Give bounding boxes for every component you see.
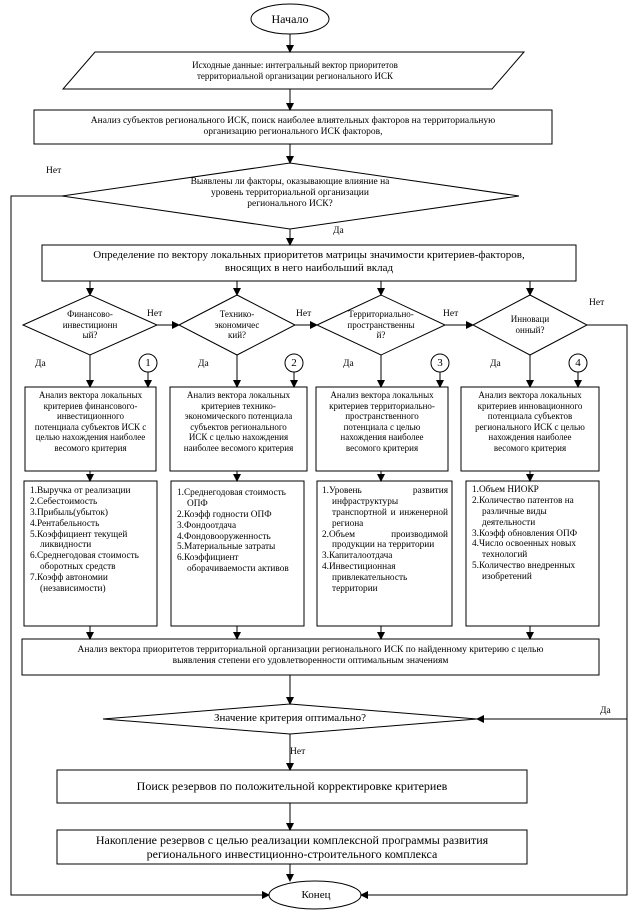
branch-analysis-4-line-5: нахождения наиболее (488, 432, 572, 443)
branch-analysis-2-line-4: субъектов регионального (190, 421, 287, 432)
accumulate-line-2: регионального инвестиционно-строительного комплекса (146, 847, 438, 862)
decision-optimal-text: Значение критерия оптимально? (214, 712, 366, 724)
criteria-3-item-1: 1.Уровень развития инфраструктуры транспортной и инженерной региона (322, 486, 448, 529)
criteria-4-item-4: 4.Число освоенных новых технологий (472, 539, 577, 561)
branch-analysis-3-line-3: пространственного (345, 411, 419, 422)
branch-analysis-1-line-3: инвестиционного (56, 411, 125, 422)
yes-label-branch-3: Да (343, 359, 354, 369)
branch-analysis-3-line-4: потенциала с целью (343, 421, 421, 432)
branch-analysis-4-line-1: Анализ вектора локальных (478, 390, 582, 400)
branch-question-3-line-2: пространственны (347, 319, 415, 330)
branch-analysis-1-line-1: Анализ вектора локальных (38, 390, 143, 400)
branch-question-1-line-2: инвестиционн (62, 319, 118, 330)
criteria-4-item-3: 3.Коэфф обновления ОПФ (472, 528, 578, 539)
matrix-step-text (46, 249, 572, 275)
yes-label-branch-2: Да (198, 359, 209, 369)
search-reserves-text: Поиск резервов по положительной корректировке критериев (136, 779, 448, 793)
branch-analysis-2-line-3: экономического потенциала (184, 411, 293, 422)
branch-analysis-text-3 (318, 390, 446, 454)
branch-analysis-3-line-6: весомого критерия (345, 443, 419, 454)
branch-question-2 (192, 309, 282, 341)
input-line-2: территориальной организации регионального ИСК (196, 70, 394, 81)
branch-analysis-text-4 (463, 390, 597, 454)
accumulate-line-1: Накопление резервов с целью реализации комплексной программы развития (95, 833, 489, 847)
criteria-2-item-5: 5.Материальные затраты (177, 542, 276, 553)
branch-analysis-2-line-2: критериев технико- (201, 400, 276, 411)
no-label-branch-2: Нет (296, 309, 312, 319)
decision-factors-text (170, 177, 410, 211)
end-label: Конец (301, 889, 331, 901)
criteria-1-item-7: 7.Коэфф автономии (независимости) (30, 573, 108, 594)
branch-question-4 (488, 314, 572, 335)
yes-label-decision-optimal: Да (600, 706, 611, 716)
matrix-step-line-2: вносящих в него наибольший вклад (224, 261, 394, 274)
decision-factors-line-1: Выявлены ли факторы, оказывающие влияние на (190, 177, 390, 187)
branch-analysis-3-line-1: Анализ вектора локальных (330, 390, 434, 400)
analysis-subjects-line-2: организацию регионального ИСК факторов, (203, 127, 383, 138)
branch-question-2-line-1: Технико- (219, 309, 255, 319)
yes-label-decision-factors: Да (333, 226, 344, 236)
no-label-branch-1: Нет (147, 309, 163, 319)
vector-analysis-text (26, 645, 595, 667)
criteria-1-item-5: 5.Коэффициент текущей ликвидности (30, 529, 128, 551)
criteria-1-item-1: 1.Выручка от реализации (30, 486, 131, 496)
branch-analysis-1-line-5: целью нахождения наиболее (35, 432, 146, 443)
decision-factors-line-3: регионального ИСК? (247, 199, 333, 210)
branch-question-4-line-1: Инноваци (510, 314, 550, 324)
criteria-2-item-2: 2.Коэфф годности ОПФ (177, 509, 272, 520)
analysis-subjects-line-1: Анализ субъектов регионального ИСК, поиск наиболее влиятельных факторов на территориальную (90, 116, 496, 126)
connector-label-2: 2 (291, 357, 297, 369)
branch-analysis-1-line-4: потенциала субъектов ИСК с (34, 421, 147, 432)
connector-label-1: 1 (145, 357, 151, 369)
no-label-branch-3: Нет (443, 309, 459, 319)
accumulate-text (60, 833, 524, 861)
branch-analysis-2-line-5: ИСК с целью нахождения (188, 432, 289, 443)
branch-question-1 (45, 309, 135, 341)
criteria-1-item-6: 6.Среднегодовая стоимость оборотных средств (30, 551, 139, 573)
criteria-3-item-2: 2.Объем производимой продукции на территории (322, 529, 448, 551)
branch-analysis-2-line-1: Анализ вектора локальных (186, 390, 291, 400)
input-text (100, 60, 490, 81)
criteria-2-item-3: 3.Фондоотдача (177, 520, 237, 531)
branch-analysis-1-line-6: весомого критерия (54, 443, 127, 454)
analysis-subjects-text (38, 116, 548, 138)
decision-factors-line-2: уровень территориальной организации (211, 188, 369, 199)
criteria-2-item-6: 6.Коэффициент оборачиваемости активов (177, 553, 289, 575)
no-label-branch-4: Нет (589, 298, 605, 308)
branch-analysis-4-line-4: регионального ИСК с целью (475, 421, 585, 432)
criteria-1-item-2: 2.Себестоимость (30, 496, 98, 507)
branch-question-3-line-3: й? (376, 330, 386, 341)
branch-analysis-text-2 (172, 390, 305, 454)
criteria-2-item-1: 1.Среднегодовая стоимость ОПФ (177, 488, 286, 509)
connector-label-4: 4 (575, 357, 581, 369)
criteria-3-item-4: 4.Инвестиционная привлекательность территории (322, 562, 408, 594)
yes-label-branch-1: Да (35, 359, 46, 369)
branch-analysis-text-1 (27, 390, 154, 454)
criteria-2-item-4: 4.Фондовооруженность (177, 531, 271, 542)
branch-question-1-line-3: ый? (82, 330, 98, 341)
branch-question-4-line-2: онный? (515, 324, 545, 335)
criteria-list-4 (472, 485, 596, 583)
criteria-1-item-3: 3.Прибыль(убыток) (30, 507, 108, 518)
no-label-decision-optimal: Нет (290, 747, 306, 757)
criteria-list-1 (30, 486, 154, 595)
branch-analysis-4-line-2: критериев инновационного (477, 400, 583, 411)
criteria-3-item-3: 3.Капиталоотдача (322, 551, 393, 562)
connector-label-3: 3 (437, 357, 443, 369)
branch-question-2-line-3: кий? (228, 330, 246, 341)
no-label-decision-factors: Нет (46, 166, 62, 176)
branch-question-2-line-2: экономичес (214, 319, 260, 330)
start-label: Начало (271, 12, 309, 26)
criteria-list-3 (322, 486, 448, 595)
criteria-4-item-1: 1.Объем НИОКР (472, 485, 539, 495)
criteria-4-item-2: 2.Количество патентов на различные виды деятельности (472, 495, 574, 528)
criteria-4-item-5: 5.Количество внедренных изобретений (472, 561, 576, 582)
input-line-1: Исходные данные: интегральный вектор приоритетов (192, 60, 398, 70)
branch-question-3-line-1: Территориально- (348, 309, 414, 319)
branch-analysis-2-line-6: наиболее весомого критерия (183, 443, 294, 454)
branch-analysis-4-line-6: весомого критерия (493, 443, 567, 454)
branch-analysis-3-line-5: нахождения наиболее (340, 432, 424, 443)
branch-analysis-1-line-2: критериев финансового- (43, 400, 138, 411)
criteria-1-item-4: 4.Рентабельность (30, 518, 100, 529)
matrix-step-line-1: Определение по вектору локальных приоритетов матрицы значимости критериев-факторов, (93, 249, 525, 261)
vector-analysis-line-2: выявления степени его удовлетворенности оптимальным значениям (172, 656, 449, 667)
branch-analysis-4-line-3: потенциала субъектов (487, 411, 573, 422)
vector-analysis-line-1: Анализ вектора приоритетов территориальной организации регионального ИСК по найденному критерию с целью (77, 645, 544, 655)
criteria-list-2 (177, 488, 301, 575)
branch-question-1-line-1: Финансово- (67, 309, 113, 319)
branch-question-3 (326, 309, 436, 341)
yes-label-branch-4: Да (490, 359, 501, 369)
branch-analysis-3-line-2: критериев территориально- (329, 400, 435, 411)
